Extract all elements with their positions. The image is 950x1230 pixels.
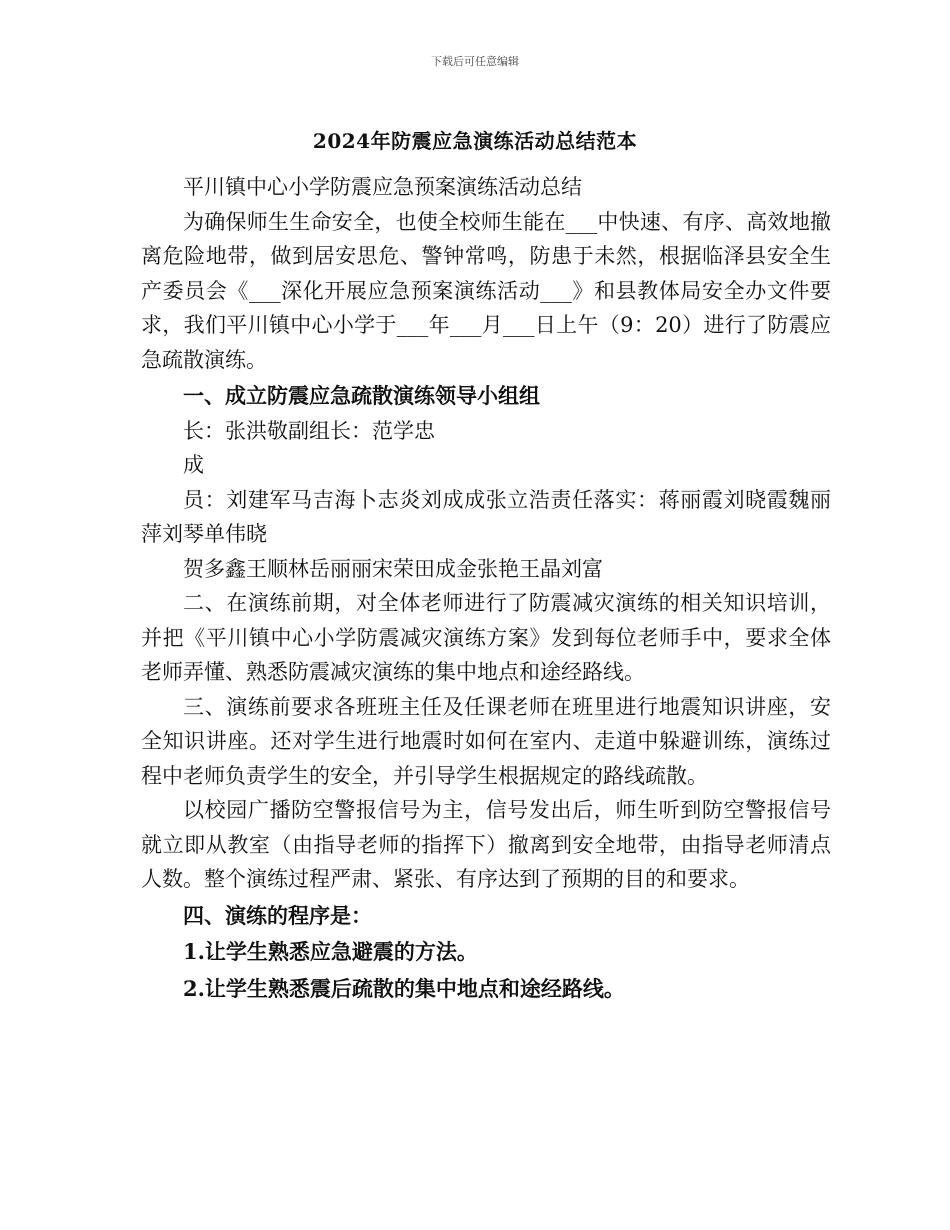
paragraph-members: 员：刘建军马吉海卜志炎刘成成张立浩责任落实：蒋丽霞刘晓霞魏丽萍刘琴单伟晓: [141, 487, 831, 546]
document-body: [141, 170, 831, 1006]
paragraph-intro: 为确保师生生命安全，也使全校师生能在___中快速、有序、高效地撤离危险地带，做到居安思危、警钟常鸣，防患于未然，根据临泽县安全生产委员会《___深化开展应急预案演练活动___》和县教体局安全办文件要求，我们平川镇中心小学于___年___月___日上午（9：20）进行了防震应急疏散演练。: [141, 209, 831, 372]
paragraph-broadcast: 以校园广播防空警报信号为主，信号发出后，师生听到防空警报信号就立即从教室（由指导老师的指挥下）撤离到安全地带，由指导老师清点人数。整个演练过程严肃、紧张、有序达到了预期的目的和要求。: [141, 798, 831, 891]
paragraph-subtitle: 平川镇中心小学防震应急预案演练活动总结: [183, 175, 582, 199]
paragraph-section-3: 三、演练前要求各班班主任及任课老师在班里进行地震知识讲座，安全知识讲座。还对学生进行地震时如何在室内、走道中躲避训练，演练过程中老师负责学生的安全，并引导学生根据规定的路线疏散。: [141, 694, 831, 788]
document-title: 2024年防震应急演练活动总结范本: [312, 129, 638, 153]
procedure-item-1: 1.让学生熟悉应急避震的方法。: [183, 939, 478, 964]
paragraph-members-more: 贺多鑫王顺林岳丽丽宋荣田成金张艳王晶刘富: [183, 556, 603, 581]
header-note: 下载后可任意编辑: [431, 55, 519, 68]
procedure-item-2: 2.让学生熟悉震后疏散的集中地点和途经路线。: [183, 975, 625, 1001]
paragraph-leaders: 长：张洪敬副组长：范学忠: [183, 418, 435, 443]
paragraph-members-label: 成: [183, 453, 204, 477]
section-heading-1: 一、成立防震应急疏散演练领导小组组: [183, 383, 540, 408]
section-heading-4: 四、演练的程序是：: [183, 902, 372, 928]
paragraph-section-2: 二、在演练前期，对全体老师进行了防震减灾演练的相关知识培训，并把《平川镇中心小学防震减灾演练方案》发到每位老师手中，要求全体老师弄懂、熟悉防震减灾演练的集中地点和途经路线。: [141, 591, 831, 684]
